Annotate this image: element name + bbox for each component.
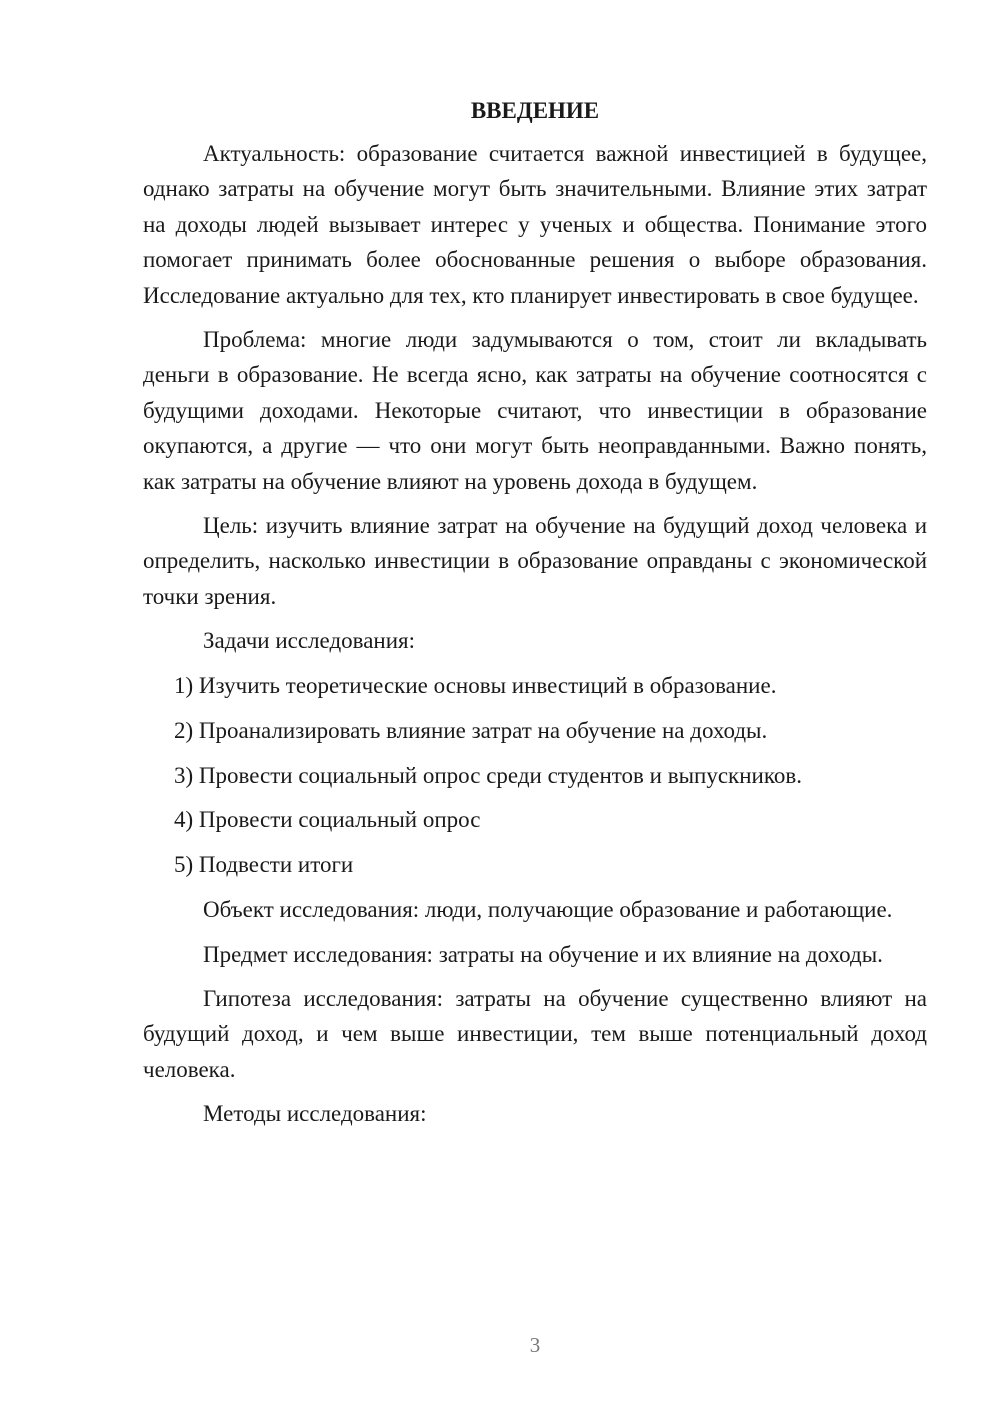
list-item: 4) Провести социальный опрос: [174, 807, 481, 833]
tasks-list: [143, 668, 927, 883]
goal-paragraph: Цель: изучить влияние затрат на обучение на будущий доход человека и определить, насколько инвестиции в образование оправданы с экономической точки зрения.: [143, 513, 927, 609]
methods-label: Методы исследования:: [203, 1101, 427, 1127]
object-paragraph: Объект исследования: люди, получающие образование и работающие.: [203, 897, 893, 923]
list-item: 3) Провести социальный опрос среди студентов и выпускников.: [174, 762, 802, 788]
list-item: 2) Проанализировать влияние затрат на обучение на доходы.: [174, 717, 768, 743]
tasks-label: Задачи исследования:: [203, 628, 416, 654]
relevance-paragraph: Актуальность: образование считается важной инвестицией в будущее, однако затраты на обучение могут быть значительными. Влияние этих затрат на доходы людей вызывает интерес у ученых и общества. Понимание этого помогает принимать более обоснованные решения о выборе образования. Исследование актуально для тех, кто планирует инвестировать в свое будущее.: [143, 141, 927, 308]
page-number: 3: [529, 1333, 541, 1357]
page-title: ВВЕДЕНИЕ: [470, 98, 600, 123]
document-body: [143, 95, 927, 1141]
hypothesis-paragraph: Гипотеза исследования: затраты на обучение существенно влияют на будущий доход, и чем выше инвестиции, тем выше потенциальный доход человека.: [143, 986, 927, 1082]
list-item: 5) Подвести итоги: [174, 852, 354, 878]
list-item: 1) Изучить теоретические основы инвестиций в образование.: [174, 672, 777, 698]
problem-paragraph: Проблема: многие люди задумываются о том, стоит ли вкладывать деньги в образование. Не всегда ясно, как затраты на обучение соотносятся с будущими доходами. Некоторые считают, что инвестиции в образование окупаются, а другие — что они могут быть неоправданными. Важно понять, как затраты на обучение влияют на уровень дохода в будущем.: [143, 327, 927, 494]
subject-paragraph: Предмет исследования: затраты на обучение и их влияние на доходы.: [203, 941, 883, 967]
